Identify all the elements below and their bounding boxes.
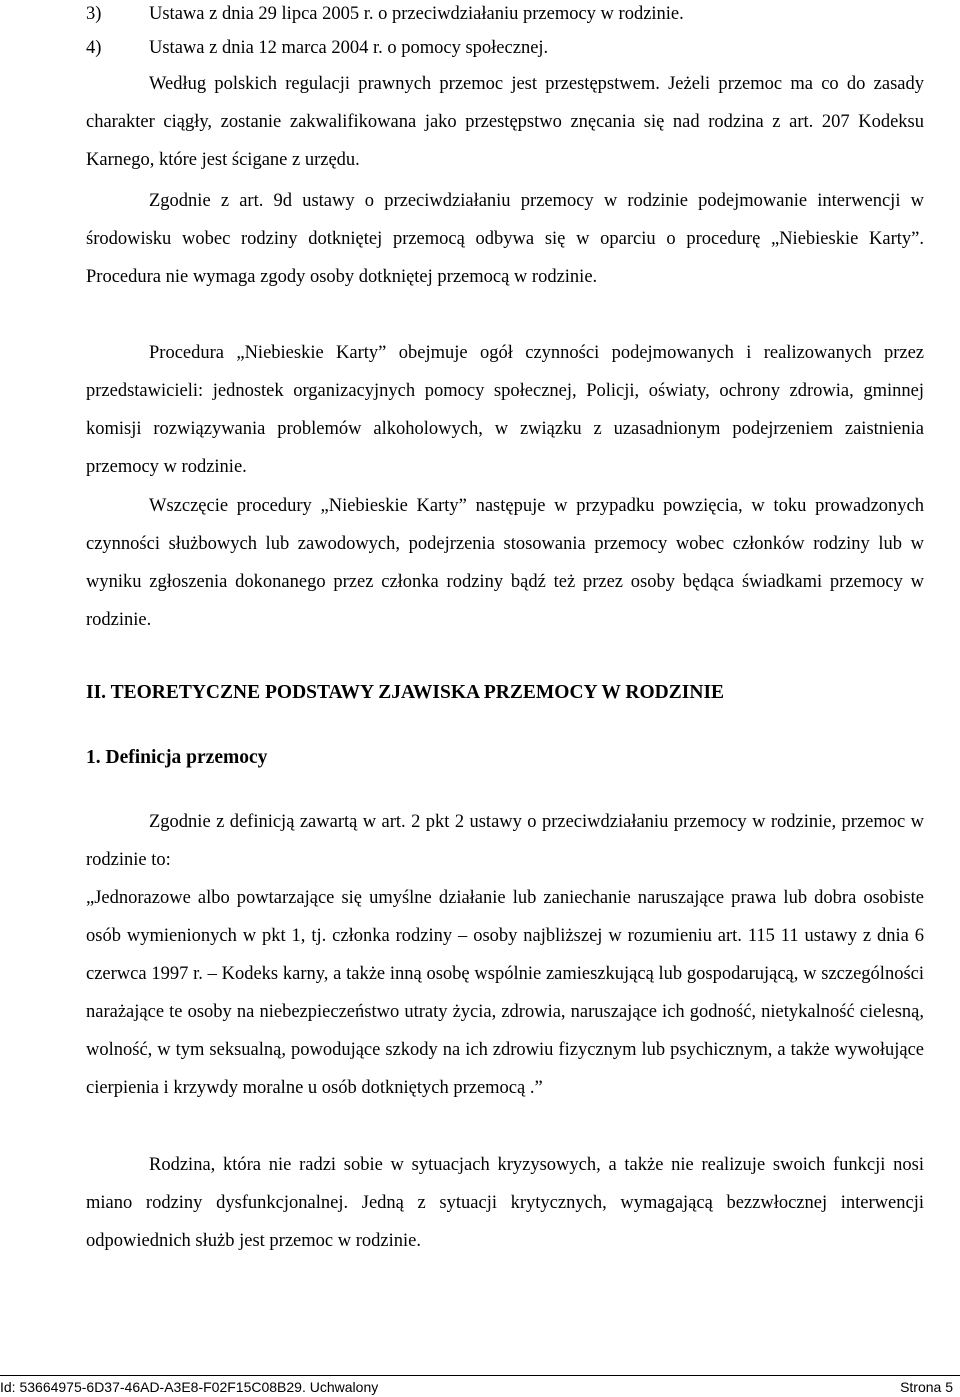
paragraph: Wszczęcie procedury „Niebieskie Karty” następuje w przypadku powzięcia, w toku prowadzonych czynności służbowych lub zawodowych, podejrzenia stosowania przemocy wobec członków rodziny lub w wyniku zgłoszenia dokonanego przez członka rodziny bądź też przez osoby będąca świadkami przemocy w rodzinie. xyxy=(86,496,924,630)
list-item-text: Ustawa z dnia 29 lipca 2005 r. o przeciwdziałaniu przemocy w rodzinie. xyxy=(149,4,684,24)
list-item-number: 4) xyxy=(86,38,102,58)
list-item-text: Ustawa z dnia 12 marca 2004 r. o pomocy społecznej. xyxy=(149,38,549,58)
definition-intro: Zgodnie z definicją zawartą w art. 2 pkt 2 ustawy o przeciwdziałaniu przemocy w rodzinie, przemoc w rodzinie to: xyxy=(86,812,924,870)
paragraph: Zgodnie z art. 9d ustawy o przeciwdziałaniu przemocy w rodzinie podejmowanie interwencji w środowisku wobec rodziny dotkniętej przemocą odbywa się w oparciu o procedurę „Niebieskie Karty”. Procedura nie wymaga zgody osoby dotkniętej przemocą w rodzinie. xyxy=(86,191,924,287)
document-id: Id: 53664975-6D37-46AD-A3E8-F02F15C08B29. Uchwalony xyxy=(0,1379,379,1395)
list-item xyxy=(86,4,684,24)
paragraph: Procedura „Niebieskie Karty” obejmuje ogół czynności podejmowanych i realizowanych przez przedstawicieli: jednostek organizacyjnych pomocy społecznej, Policji, oświaty, ochrony zdrowia, gminnej komisji rozwiązywania problemów alkoholowych, w związku z uzasadnionym podejrzeniem zaistnienia przemocy w rodzinie. xyxy=(86,343,924,477)
list-item-number: 3) xyxy=(86,4,102,24)
page-number: Strona 5 xyxy=(900,1379,953,1395)
subsection-heading: 1. Definicja przemocy xyxy=(86,747,268,768)
page-footer xyxy=(0,1375,960,1397)
paragraph: Według polskich regulacji prawnych przemoc jest przestępstwem. Jeżeli przemoc ma co do zasady charakter ciągły, zostanie zakwalifikowana jako przestępstwo znęcania się nad rodzina z art. 207 Kodeksu Karnego, które jest ścigane z urzędu. xyxy=(86,74,924,170)
definition-quote: „Jednorazowe albo powtarzające się umyślne działanie lub zaniechanie naruszające prawa lub dobra osobiste osób wymienionych w pkt 1, tj. członka rodziny – osoby najbliższej w rozumieniu art. 115 11 ustawy z dnia 6 czerwca 1997 r. – Kodeks karny, a także inną osobę wspólnie zamieszkującą lub gospodarującą, w szczególności narażające te osoby na niebezpieczeństwo utraty życia, zdrowia, naruszające ich godność, nietykalność cielesną, wolność, w tym seksualną, powodujące szkody na ich zdrowiu fizycznym lub psychicznym, a także wywołujące cierpienia i krzywdy moralne u osób dotkniętych przemocą .” xyxy=(86,888,924,1098)
list-item xyxy=(86,38,548,58)
section-heading: II. TEORETYCZNE PODSTAWY ZJAWISKA PRZEMOCY W RODZINIE xyxy=(86,682,725,703)
closing-paragraph: Rodzina, która nie radzi sobie w sytuacjach kryzysowych, a także nie realizuje swoich funkcji nosi miano rodziny dysfunkcjonalnej. Jedną z sytuacji krytycznych, wymagającą bezzwłocznej interwencji odpowiednich służb jest przemoc w rodzinie. xyxy=(86,1155,924,1251)
